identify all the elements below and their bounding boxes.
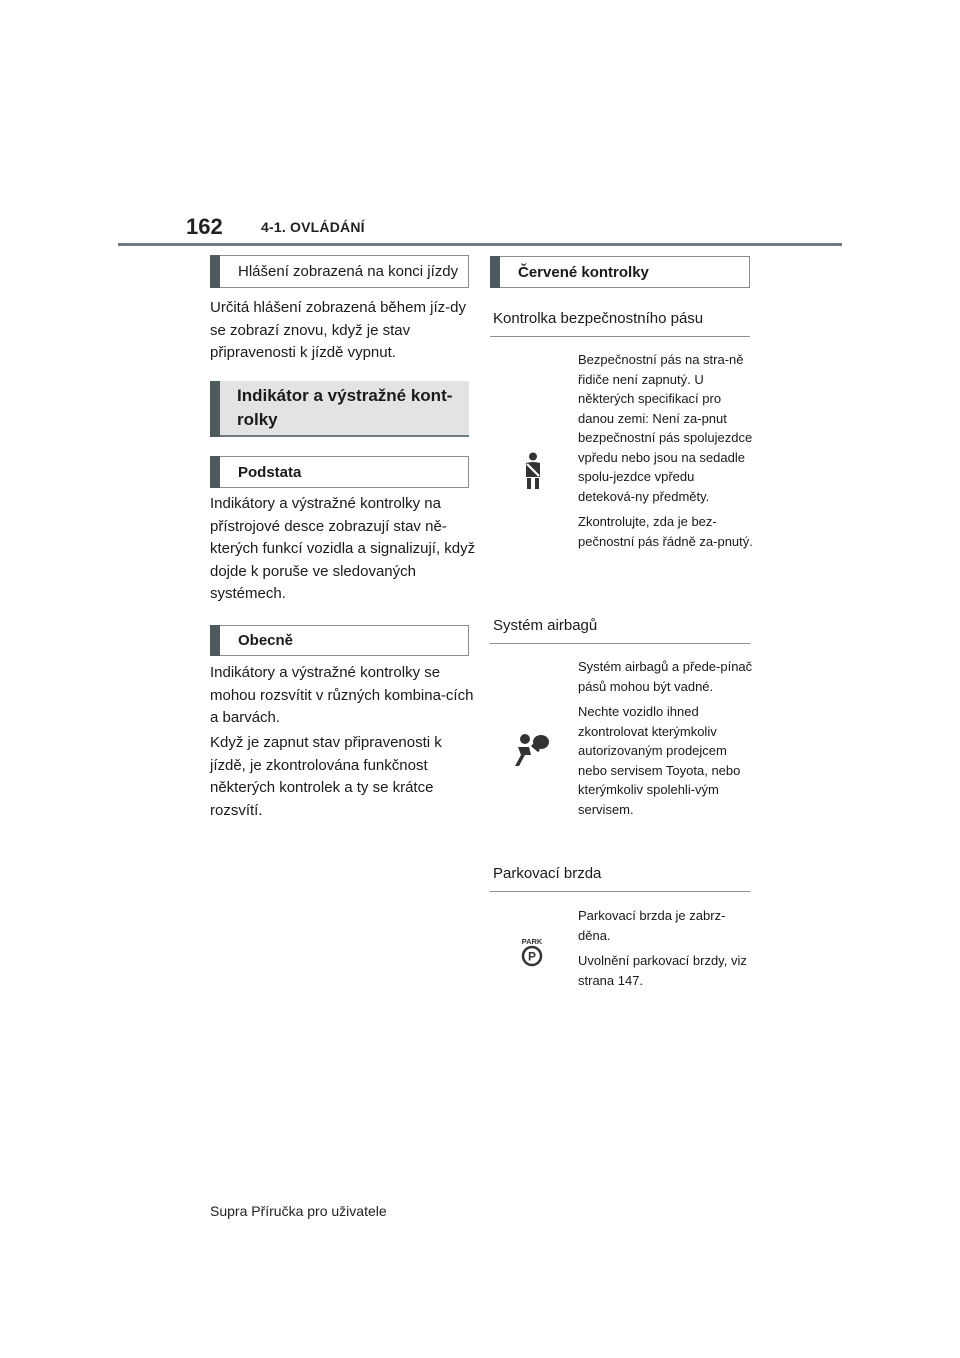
seatbelt-note-2: Zkontrolujte, zda je bez-pečnostní pás řádně za-pnutý. (578, 514, 753, 549)
airbag-note-1: Systém airbagů a přede-pínač pásů mohou být vadné. (578, 659, 753, 694)
parking-brake-icon (517, 937, 547, 967)
principle-heading-box (210, 456, 469, 488)
parking-brake-note (578, 906, 754, 996)
general-heading: Obecně (238, 632, 294, 649)
end-of-trip-heading-box (210, 255, 469, 288)
red-lights-heading-box (490, 256, 750, 288)
general-paragraph-2: Když je zapnut stav připravenosti k jízdě, je zkontrolována funkčnost některých kontrolek a ty se krátce rozsvítí. (210, 734, 442, 819)
general-heading-box (210, 625, 469, 656)
airbag-subheading: Systém airbagů (490, 617, 750, 644)
seatbelt-note-1: Bezpečnostní pás na stra-ně řidiče není zapnutý. U některých specifikací pro danou zemi: Není za-pnut bezpečnostní pás spolujezdce vpředu nebo jsou na sedadle spolu-jezdce vpředu deteková-ny předměty. (578, 352, 753, 504)
indicators-heading-box (210, 381, 469, 437)
red-lights-heading: Červené kontrolky (518, 263, 649, 281)
end-of-trip-paragraph: Určitá hlášení zobrazená během jíz-dy se zobrazí znovu, když je stav připravenosti k jízdě vypnut. (210, 299, 466, 361)
seatbelt-note (578, 350, 754, 557)
page-number: 162 (186, 214, 223, 239)
indicators-heading: Indikátor a výstražné kont-rolky (237, 386, 453, 429)
principle-heading: Podstata (238, 463, 302, 481)
section-title: 4-1. OVLÁDÁNÍ (261, 219, 365, 235)
general-paragraph-1: Indikátory a výstražné kontrolky se mohou rozsvítit v různých kombina-cích a barvách. (210, 664, 474, 726)
end-of-trip-heading: Hlášení zobrazená na konci jízdy (238, 263, 459, 280)
parking-brake-icon-label: PARK (521, 937, 543, 946)
parking-brake-icon-letter: P (527, 949, 537, 964)
parking-brake-subheading: Parkovací brzda (490, 865, 750, 892)
seatbelt-subheading: Kontrolka bezpečnostního pásu (490, 310, 750, 337)
airbag-note-2: Nechte vozidlo ihned zkontrolovat kterýmkoliv autorizovaným prodejcem nebo servisem Toyota, nebo kterýmkoliv spolehli-vým servisem. (578, 704, 741, 817)
footer-text: Supra Příručka pro uživatele (210, 1203, 387, 1219)
principle-paragraph: Indikátory a výstražné kontrolky na přístrojové desce zobrazují stav ně-kterých funkcí vozidla a signalizují, když dojde k poruše ve sledovaných systémech. (210, 495, 476, 602)
parking-brake-note-2: Uvolnění parkovací brzdy, viz strana 147. (578, 953, 747, 988)
airbag-note (578, 657, 754, 825)
airbag-icon (513, 733, 551, 767)
header-divider (118, 243, 842, 246)
parking-brake-note-1: Parkovací brzda je zabrz-děna. (578, 908, 726, 943)
seatbelt-icon (521, 452, 545, 490)
